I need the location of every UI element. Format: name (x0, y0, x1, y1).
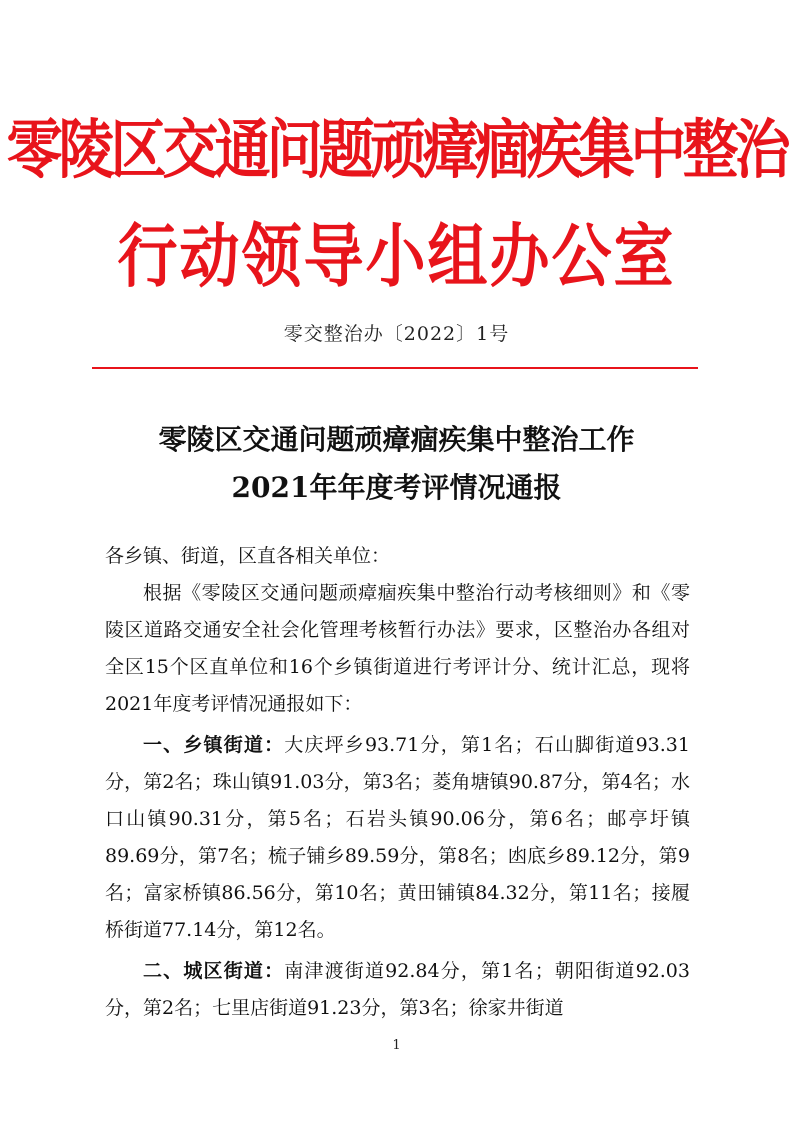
issuing-office-line-1: 零陵区交通问题顽瘴痼疾集中整治 (6, 112, 787, 188)
salutation: 各乡镇、街道，区直各相关单位： (105, 545, 391, 567)
document-title-line-2: 2021年年度考评情况通报 (231, 471, 562, 504)
page-number: 1 (392, 1038, 401, 1053)
urban-results-text: 南津渡街道92.84分，第1名；朝阳街道92.03分，第2名；七里店街道91.23分，第3名；徐家井街道 (105, 960, 690, 1019)
issuing-office-line-2: 行动领导小组办公室 (117, 216, 676, 298)
section-heading-urban: 二、城区街道： (143, 960, 285, 982)
section-heading-township: 一、乡镇街道： (143, 734, 285, 756)
township-results-paragraph (105, 727, 690, 949)
document-title-line-1: 零陵区交通问题顽瘴痼疾集中整治工作 (158, 423, 635, 456)
intro-paragraph: 根据《零陵区交通问题顽瘴痼疾集中整治行动考核细则》和《零陵区道路交通安全社会化管理考核暂行办法》要求，区整治办各组对全区15个区直单位和16个乡镇街道进行考评计分、统计汇总，现将2021年度考评情况通报如下： (105, 582, 690, 715)
township-results-text: 大庆坪乡93.71分，第1名；石山脚街道93.31分，第2名；珠山镇91.03分，第3名；菱角塘镇90.87分，第4名；水口山镇90.31分，第5名；石岩头镇90.06分，第6名；邮亭圩镇89.69分，第7名；梳子铺乡89.59分，第8名；凼底乡89.12分，第9名；富家桥镇86.56分，第10名；黄田铺镇84.32分，第11名；接履桥街道77.14分，第12名。 (105, 734, 690, 941)
red-divider-line (92, 367, 698, 369)
urban-results-paragraph (105, 953, 690, 1027)
document-number: 零交整治办〔2022〕1号 (283, 323, 510, 345)
